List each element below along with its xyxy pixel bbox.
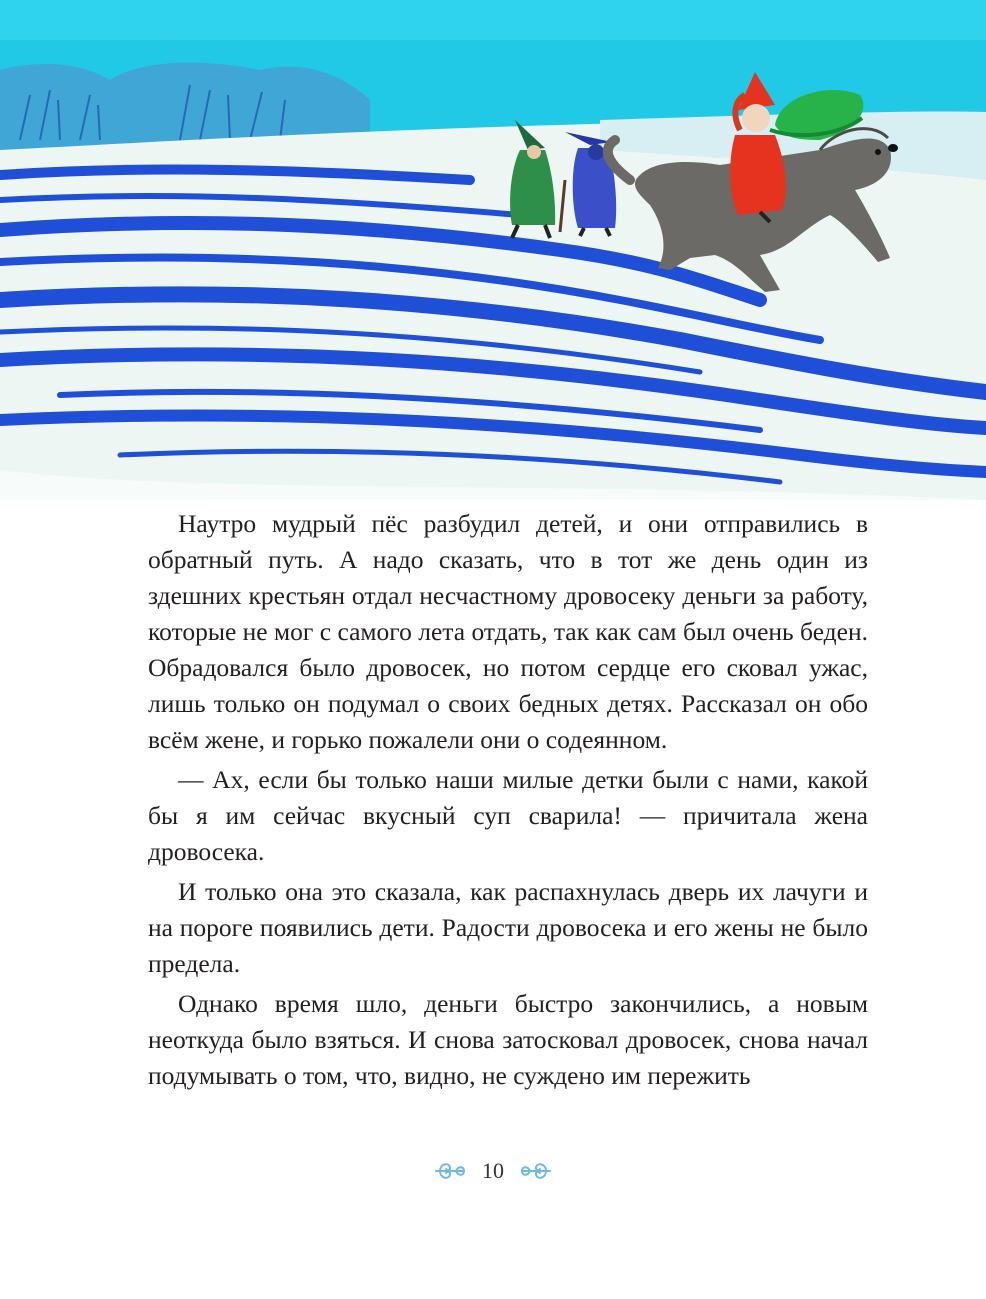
left-flourish-icon	[434, 1158, 468, 1184]
paragraph: — Ах, если бы только наши милые детки были с нами, какой бы я им сейчас вкусный суп сварила! — причитала жена дровосека.	[148, 765, 868, 866]
story-text	[148, 506, 868, 1094]
paragraph: Однако время шло, деньги быстро закончились, а новым неоткуда было взяться. И снова затосковал дровосек, снова начал подумывать о том, что, видно, не суждено им пережить	[148, 989, 868, 1090]
paragraph: И только она это сказала, как распахнулась дверь их лачуги и на пороге появились дети. Радости дровосека и его жены не было предела.	[148, 877, 868, 978]
winter-scene-illustration	[0, 0, 986, 500]
page-footer	[0, 1158, 986, 1184]
right-flourish-icon	[518, 1158, 552, 1184]
page-number: 10	[482, 1158, 504, 1183]
paragraph: Наутро мудрый пёс разбудил детей, и они отправились в обратный путь. А надо сказать, что в тот же день один из здешних крестьян отдал несчастному дровосеку деньги за работу, которые не мог с самого лета отдать, так как сам был очень беден. Обрадовался было дровосек, но потом сердце его сковал ужас, лишь только он подумал о своих бедных детях. Рассказал он обо всём жене, и горько пожалели они о содеянном.	[148, 509, 868, 754]
